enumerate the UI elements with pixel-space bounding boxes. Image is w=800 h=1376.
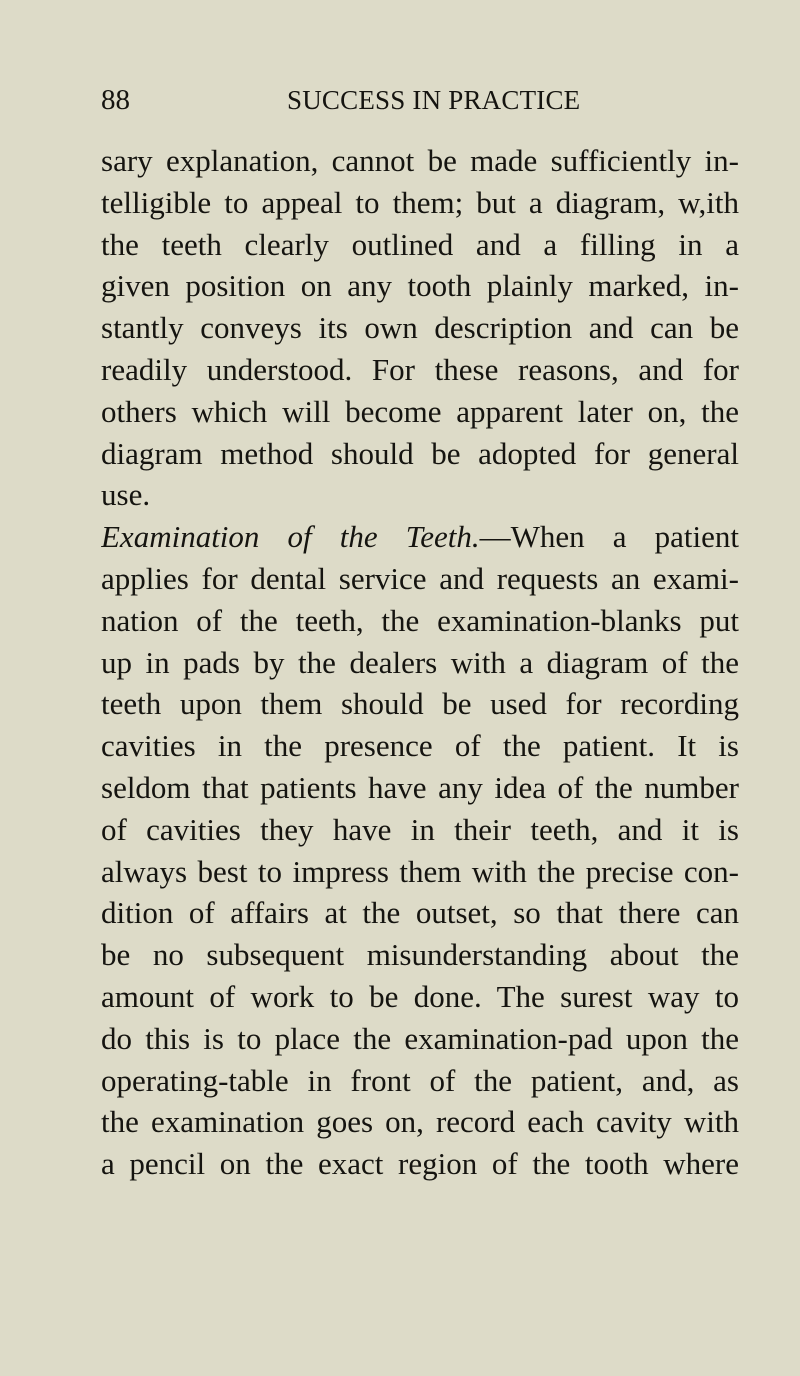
page-header: [101, 80, 741, 120]
text-line: a pencil on the exact region of the tooth where: [101, 1146, 739, 1182]
text-line: the teeth clearly outlined and a filling in a: [101, 226, 739, 262]
text-line: the examination goes on, record each cavity with: [101, 1104, 739, 1140]
text-line: given position on any tooth plainly marked, in-: [101, 268, 739, 304]
text-line: operating-table in front of the patient, and, as: [101, 1062, 739, 1098]
text-line: up in pads by the dealers with a diagram of the: [101, 644, 739, 680]
text-line: be no subsequent misunderstanding about the: [101, 937, 739, 973]
section-first-line: [101, 516, 739, 558]
text-line: applies for dental service and requests an exami-: [101, 560, 739, 596]
section-first-line-rest: —When a patient: [479, 519, 739, 555]
text-line: of cavities they have in their teeth, and it is: [101, 811, 739, 847]
running-head: SUCCESS IN PRACTICE: [287, 85, 581, 115]
text-line: diagram method should be adopted for general: [101, 435, 739, 471]
text-line: use.: [101, 477, 151, 513]
section-heading: Examination of the Teeth.: [101, 519, 480, 555]
text-line: dition of affairs at the outset, so that there can: [101, 895, 739, 931]
text-line: teeth upon them should be used for recording: [101, 686, 739, 722]
text-line: amount of work to be done. The surest way to: [101, 978, 739, 1014]
page-number: 88: [101, 84, 130, 116]
text-line: telligible to appeal to them; but a diagram, w,ith: [101, 184, 739, 220]
text-line: stantly conveys its own description and can be: [101, 310, 739, 346]
text-line: others which will become apparent later on, the: [101, 393, 739, 429]
body-text: [101, 140, 739, 1185]
text-line: cavities in the presence of the patient. It is: [101, 728, 739, 764]
text-line: readily understood. For these reasons, and for: [101, 351, 739, 387]
text-line: nation of the teeth, the examination-blanks put: [101, 602, 739, 638]
text-line: always best to impress them with the precise con-: [101, 853, 739, 889]
text-line: do this is to place the examination-pad upon the: [101, 1020, 739, 1056]
text-line: sary explanation, cannot be made sufficiently in-: [101, 143, 739, 178]
text-line: seldom that patients have any idea of the number: [101, 769, 739, 805]
